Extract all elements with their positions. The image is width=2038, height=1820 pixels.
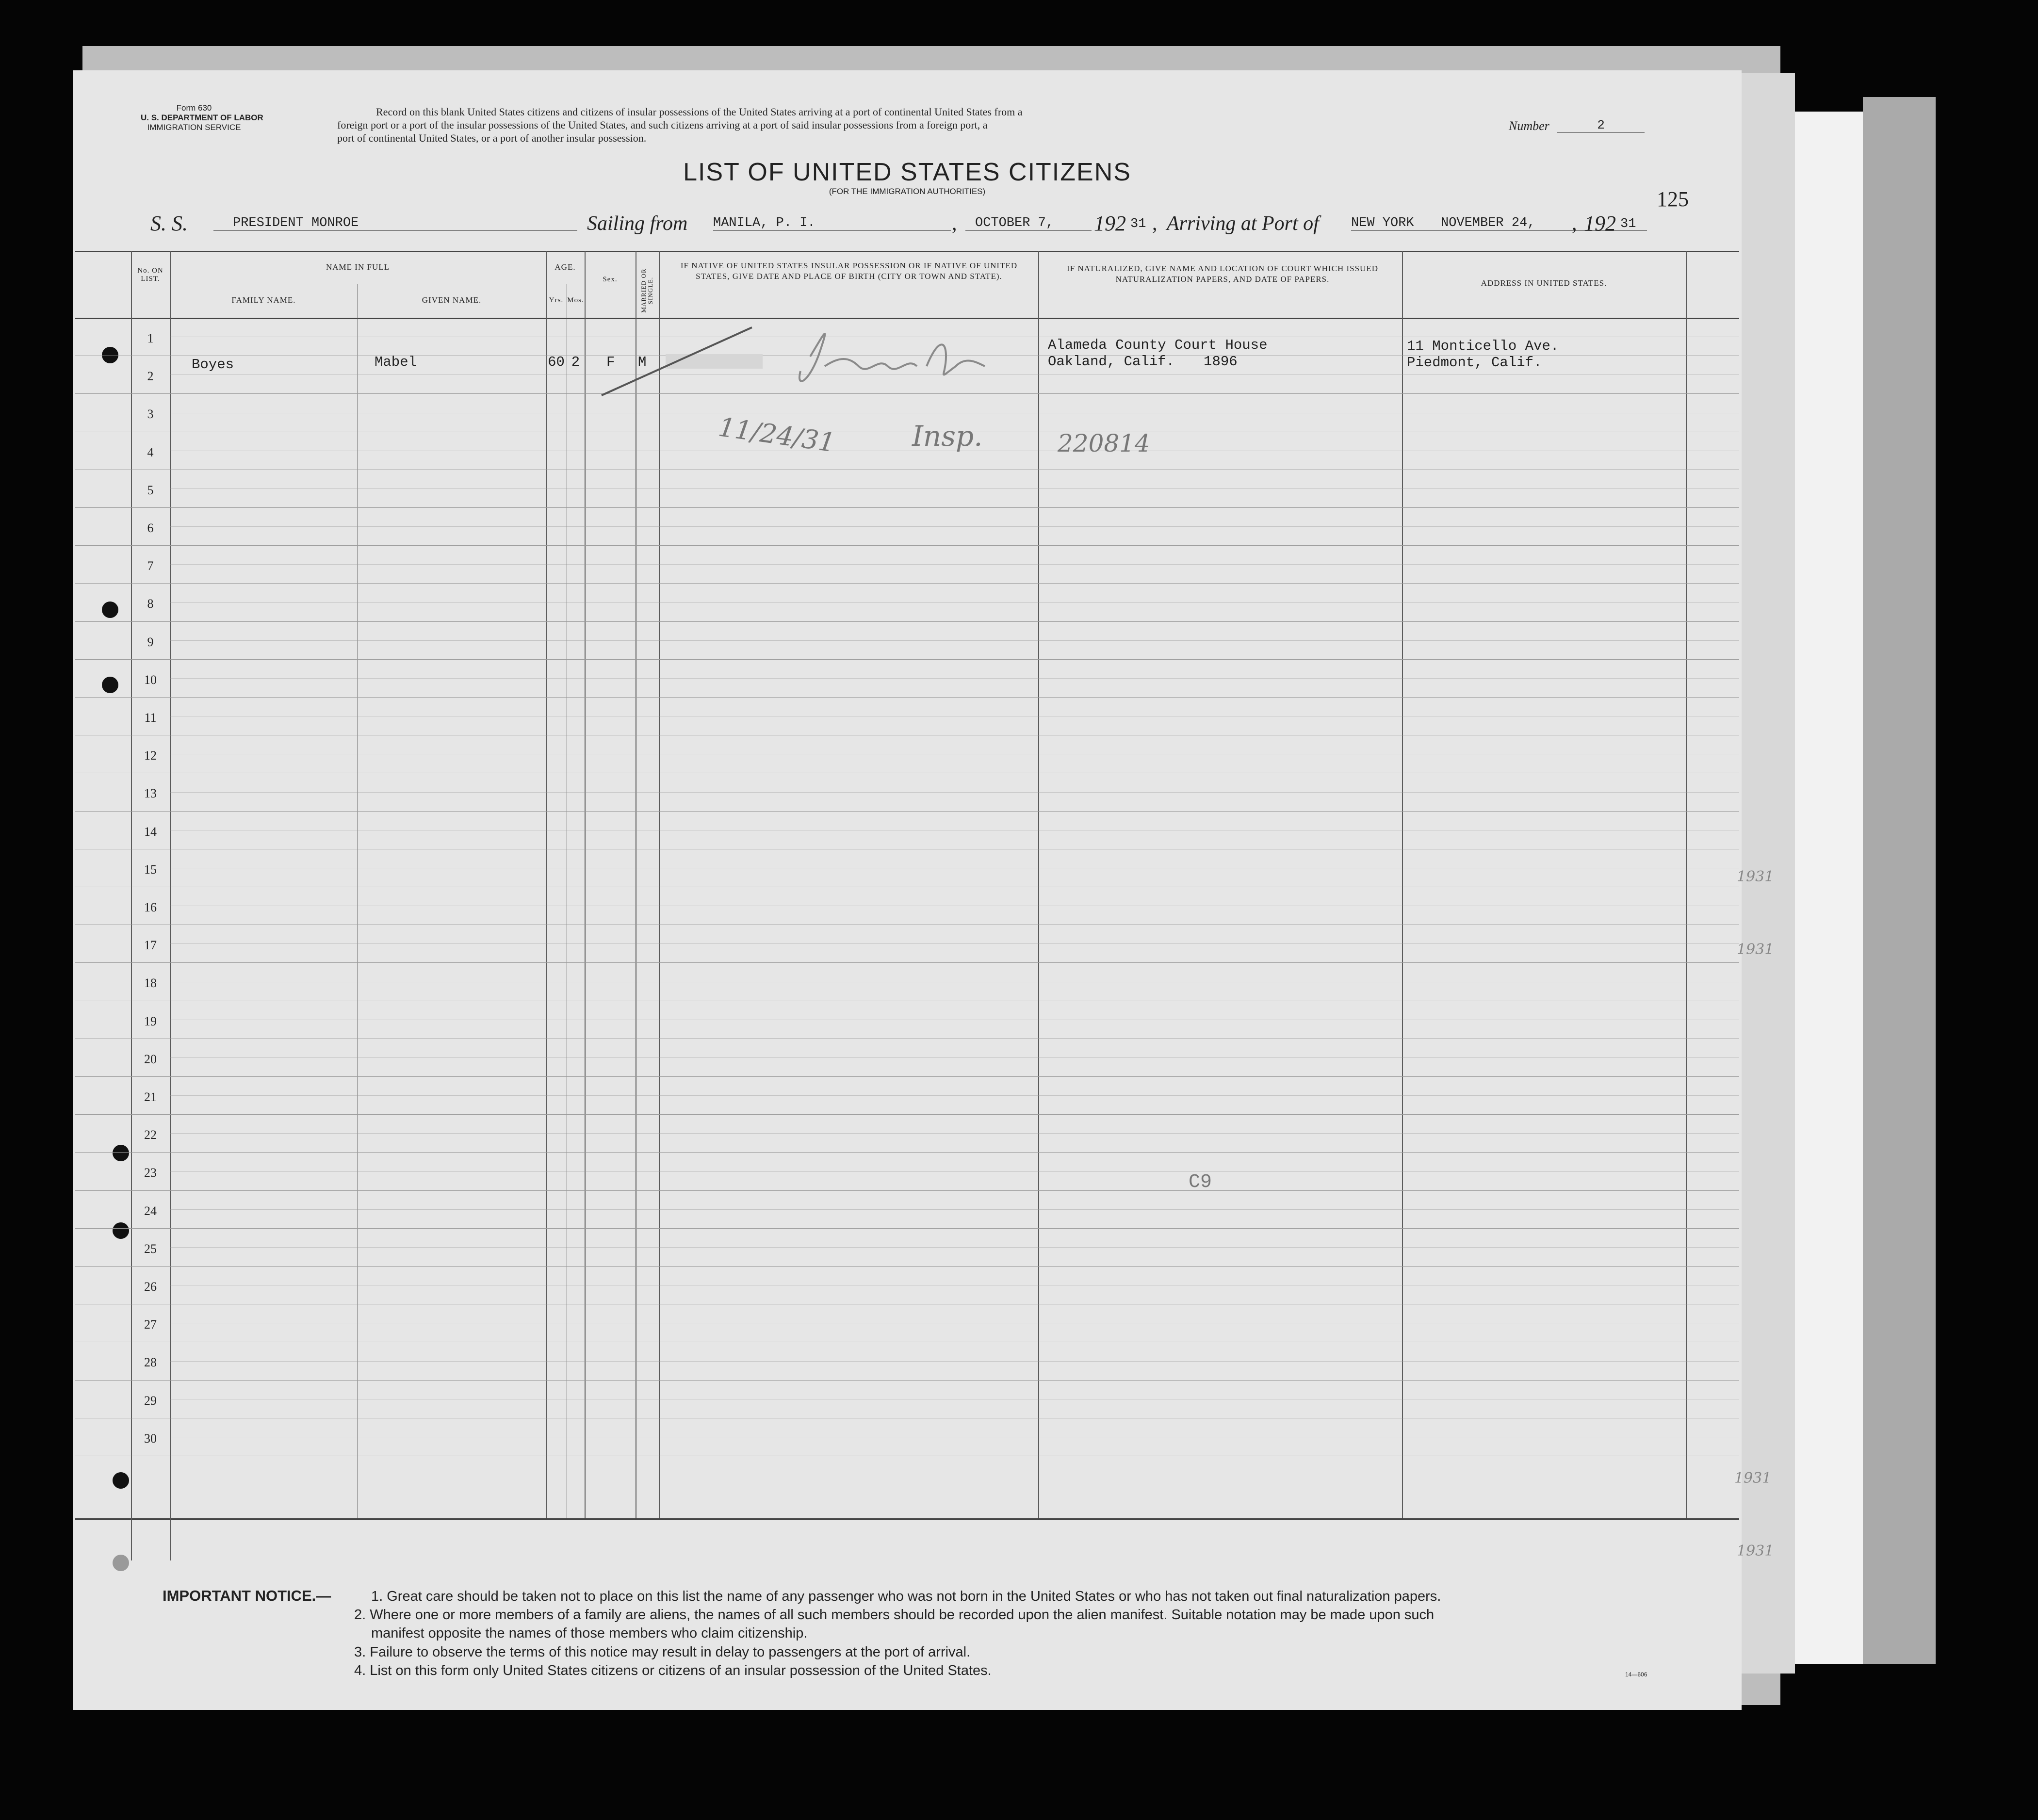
ship-name: PRESIDENT MONROE [213, 216, 577, 231]
address-line-1: 11 Monticello Ave. [1407, 338, 1559, 354]
row-number: 16 [144, 900, 157, 914]
row-number: 19 [144, 1014, 157, 1028]
col-header-sex: Sex. [603, 276, 618, 283]
col-header-given-name: GIVEN NAME. [422, 295, 482, 305]
col-header-address: ADDRESS IN UNITED STATES. [1481, 278, 1607, 288]
row-number: 21 [144, 1090, 157, 1104]
row-number: 29 [144, 1394, 157, 1408]
departure-date: OCTOBER 7, [965, 216, 1092, 231]
row-number: 5 [147, 483, 154, 497]
ss-label: S. S. [150, 211, 188, 235]
handwritten-date: 11/24/31 [716, 411, 837, 458]
age-years-cell: 60 [548, 354, 565, 370]
row-subline [170, 1057, 1739, 1058]
col-header-name-in-full: NAME IN FULL [326, 262, 390, 272]
row-number: 14 [144, 825, 157, 839]
col-header-yrs: Yrs. [549, 296, 564, 304]
sailing-from: MANILA, P. I. [713, 216, 951, 231]
col-header-family-name: FAMILY NAME. [231, 295, 296, 305]
margin-mark: 1931 [1734, 1470, 1772, 1487]
row-number: 9 [147, 635, 154, 649]
row-line [75, 621, 1739, 622]
stamp-mark: C9 [1189, 1171, 1212, 1193]
row-subline [170, 602, 1739, 603]
row-number: 8 [147, 597, 154, 611]
row-number: 11 [144, 711, 157, 725]
row-line [75, 1152, 1739, 1153]
court-line-2: Oakland, Calif. [1048, 354, 1175, 370]
row-line [75, 1266, 1739, 1267]
notice-item: 2. Where one or more members of a family are aliens, the names of all such members should be recorded upon the alien manifest. Suitable notation may be made upon such [354, 1607, 1435, 1623]
row-number: 22 [144, 1128, 157, 1142]
row-line [75, 1228, 1739, 1229]
back-sheet [1795, 112, 1863, 1664]
row-subline [170, 1171, 1739, 1172]
page-title: LIST OF UNITED STATES CITIZENS [683, 158, 1131, 186]
binder-hole [102, 347, 118, 363]
row-number: 27 [144, 1317, 157, 1332]
row-subline [170, 1247, 1739, 1248]
handwritten-text: Insp. [912, 420, 983, 453]
sex-cell: F [606, 354, 615, 370]
margin-mark: 1931 [1737, 941, 1774, 958]
row-number: 12 [144, 748, 157, 763]
row-number: 18 [144, 976, 157, 990]
row-line [75, 1114, 1739, 1115]
row-line [75, 697, 1739, 698]
row-number: 24 [144, 1204, 157, 1218]
col-header-mos: Mos. [567, 296, 584, 304]
binder-hole [102, 601, 118, 618]
married-cell: M [638, 354, 647, 370]
page-subtitle: (FOR THE IMMIGRATION AUTHORITIES) [829, 187, 986, 196]
col-header-birth: IF NATIVE OF UNITED STATES INSULAR POSSESSION OR IF NATIVE OF UNITED STATES, GIVE DATE AND PLACE OF BIRTH (CITY OR TOWN AND STATE). [680, 261, 1018, 281]
arrival-port: NEW YORK [1351, 216, 1647, 231]
instruction-line: port of continental United States, or a port of another insular possession. [337, 132, 647, 144]
arrival-year: 31 [1620, 217, 1636, 231]
address-line-2: Piedmont, Calif. [1407, 355, 1542, 371]
court-line-1: Alameda County Court House [1048, 337, 1268, 353]
row-number: 30 [144, 1431, 157, 1446]
row-subline [170, 1209, 1739, 1210]
row-number: 1 [147, 331, 154, 345]
row-number: 10 [144, 673, 157, 687]
row-number: 15 [144, 862, 157, 877]
row-line [75, 583, 1739, 584]
arrival-date: NOVEMBER 24, [1441, 216, 1535, 230]
row-number: 2 [147, 369, 154, 383]
col-header-married: MARRIED OR SINGLE. [640, 268, 654, 313]
notice-item: 1. Great care should be taken not to place on this list the name of any passenger who was not born in the United States or who has not taken out final naturalization papers. [371, 1589, 1441, 1604]
form-number: Form 630 [176, 103, 212, 113]
handwritten-signature [597, 284, 1033, 429]
arriving-label: Arriving at Port of [1167, 212, 1319, 235]
row-number: 20 [144, 1052, 157, 1066]
row-line [75, 1190, 1739, 1191]
handwritten-number: 220814 [1058, 429, 1150, 457]
margin-mark: 1931 [1737, 1543, 1774, 1560]
margin-mark: 1931 [1737, 868, 1774, 885]
page-number: 125 [1657, 187, 1689, 211]
row-subline [170, 488, 1739, 489]
row-number: 3 [147, 407, 154, 421]
row-line [75, 811, 1739, 812]
row-number: 17 [144, 938, 157, 952]
row-subline [170, 526, 1739, 527]
row-subline [170, 1133, 1739, 1134]
age-months-cell: 2 [571, 354, 580, 370]
year-prefix: 192 [1094, 211, 1126, 235]
notice-item: manifest opposite the names of those members who claim citizenship. [371, 1625, 808, 1641]
col-header-naturalized: IF NATURALIZED, GIVE NAME AND LOCATION OF COURT WHICH ISSUED NATURALIZATION PAPERS, AND DATE OF PAPERS. [1066, 264, 1378, 284]
row-number: 28 [144, 1355, 157, 1369]
department: U. S. DEPARTMENT OF LABOR [141, 113, 263, 122]
number-value: 2 [1557, 118, 1645, 133]
court-year: 1896 [1204, 354, 1238, 370]
col-header-age: AGE. [554, 262, 576, 272]
row-subline [170, 943, 1739, 944]
row-number: 23 [144, 1166, 157, 1180]
row-number: 25 [144, 1242, 157, 1256]
binder-hole [113, 1145, 129, 1161]
instruction-line: foreign port or a port of the insular possessions of the United States, and such citizens arriving at a port of said insular possessions from a foreign port, a [337, 119, 988, 131]
row-number: 7 [147, 559, 154, 573]
binder-hole [113, 1222, 129, 1239]
number-label: Number [1509, 119, 1549, 133]
row-line [75, 507, 1739, 508]
row-number: 13 [144, 786, 157, 800]
print-code: 14—606 [1625, 1671, 1647, 1678]
notice-heading: IMPORTANT NOTICE.— [163, 1587, 331, 1604]
row-subline [170, 640, 1739, 641]
col-header-no: No. ON LIST. [137, 267, 163, 283]
service: IMMIGRATION SERVICE [147, 123, 241, 132]
row-subline [170, 792, 1739, 793]
row-subline [170, 1361, 1739, 1362]
given-name-cell: Mabel [375, 354, 417, 370]
row-number: 6 [147, 521, 154, 535]
instruction-line: Record on this blank United States citizens and citizens of insular possessions of the United States arriving at a port of continental United States from a [376, 106, 1023, 118]
binder-hole [102, 677, 118, 693]
row-number: 4 [147, 445, 154, 459]
row-line [75, 659, 1739, 660]
row-line [75, 545, 1739, 546]
notice-item: 3. Failure to observe the terms of this notice may result in delay to passengers at the port of arrival. [354, 1644, 971, 1660]
back-sheet [1863, 97, 1936, 1664]
sailing-label: Sailing from [587, 212, 688, 235]
binder-hole [113, 1472, 129, 1489]
departure-year: 31 [1130, 217, 1146, 231]
row-subline [170, 564, 1739, 565]
row-line [75, 1076, 1739, 1077]
row-subline [170, 678, 1739, 679]
binder-hole [113, 1555, 129, 1571]
family-name-cell: Boyes [192, 357, 234, 373]
row-line [75, 962, 1739, 963]
year-prefix: 192 [1584, 211, 1616, 235]
row-line [75, 1380, 1739, 1381]
notice-item: 4. List on this form only United States citizens or citizens of an insular possession of the United States. [354, 1663, 992, 1678]
row-subline [170, 1095, 1739, 1096]
row-number: 26 [144, 1280, 157, 1294]
citizen-list-form: Form 630 U. S. DEPARTMENT OF LABOR IMMIGRATION SERVICE Record on this blank United States citizens and citizens of insular possessions of the United States arriving at a port of continental United States from a foreign port or a port of the insular possessions of the United States, and such citizens arriving at a port of said insular possessions from a foreign port, a port of continental United States, or a port of another insular possession. Number 2 LIST OF UNITED STATES CITIZENS (FOR THE IMMIGRATION AUTHORITIES) 125 S. S. PRESIDENT MONROE Sailing from MANILA, P. I. , OCTOBER 7, 192 31 , Arriving at Port of NEW YORK NOVEMBER 24, , 192 31 No. ON LIST. NAME IN FULL FAMILY NAME. GIVEN NAME. AGE. Yrs. Mos. Sex. MARRIED OR SINGLE. IF NATIVE OF UNITED STATES INSULAR POSSESSION OR IF NATIVE OF UNITED STATES, GIVE DATE AND PLACE OF BIRTH (CITY OR TOWN AND STATE). IF NATURALIZED, GIVE NAME AND LOCATION OF COURT WHICH ISSUED NATURALIZATION PAPERS, AND DATE OF PAPERS. ADDRESS IN UNITED STATES. 1 2 3 4 5 6 7 8 9 10 11 12 13 14 15 16 17 18 19 20 21 22 23 24 25 26 27 28 29 30 Boyes Mabel 60 2 F M Alameda County Court House Oakland, Calif. 1896 11 Monticello Ave. Piedmont, Calif. 11/24/31 Insp. 220814 C9 IMPORTANT NOTICE.— 1. Great care should be taken not to place on this list the name of any passenger who was not born in the United States or who has not taken out final naturalization papers. 2. Where one or more members of a family are aliens, the names of all such members should be recorded upon the alien manifest. Suitable notation may be made upon such manifest opposite the names of those members who claim citizenship. 3. Failure to observe the terms of this notice may result in delay to passengers at the port of arrival. 4. List on this form only United States citizens or citizens of an insular possession of the United States. 14—606 [73, 70, 1742, 1710]
